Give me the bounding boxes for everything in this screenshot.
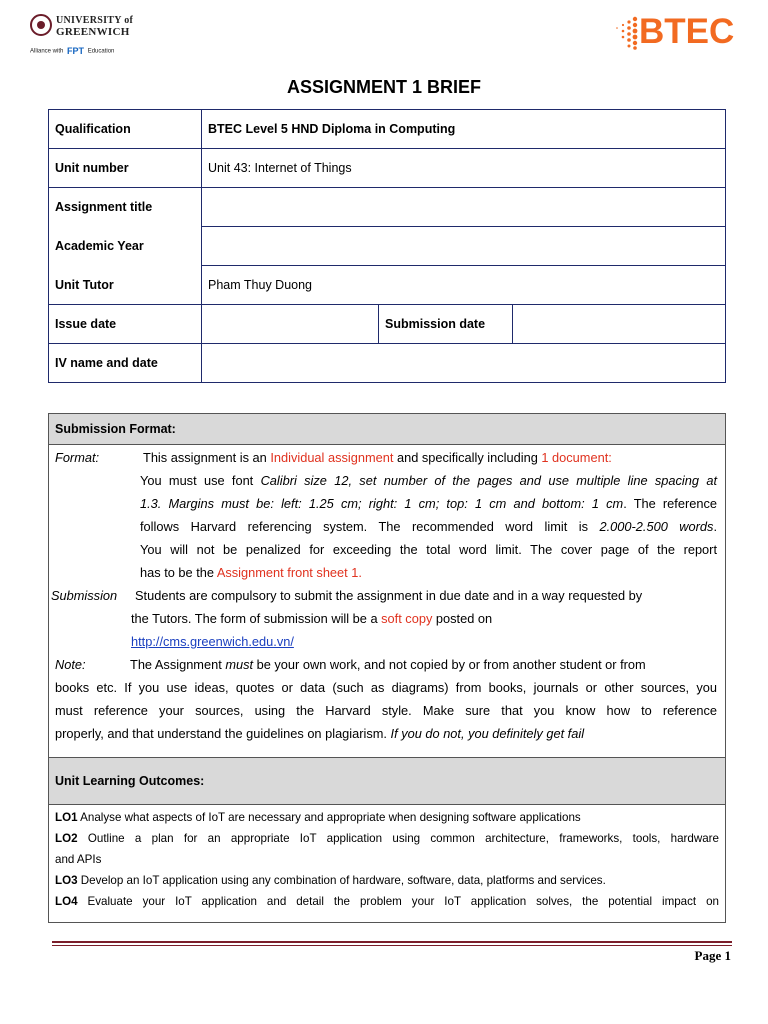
unit-number-label: Unit number (49, 149, 202, 188)
submission-format-heading: Submission Format: (49, 414, 725, 445)
greenwich-crest-icon (30, 14, 52, 36)
footer-rule-thick (52, 941, 732, 943)
one-document-highlight: 1 document: (541, 450, 612, 465)
lo3-item: LO3 Develop an IoT application using any combination of hardware, software, data, platforms and services. (55, 874, 606, 887)
format-line5: You will not be penalized for exceeding the total word limit. The cover page of the report (140, 542, 717, 557)
note-line3: must reference your sources, using the Harvard style. Make sure that you know how to reference (55, 703, 717, 718)
submission-format-body (49, 445, 725, 757)
soft-copy-highlight: soft copy (381, 611, 433, 626)
row-assignment-title (49, 188, 726, 227)
lo1-item: LO1 Analyse what aspects of IoT are necessary and appropriate when designing software applications (55, 811, 581, 824)
format-line2: You must use font Calibri size 12, set number of the pages and use multiple line spacing at (140, 473, 717, 488)
unit-tutor-value: Pham Thuy Duong (202, 266, 726, 305)
submission-line1: Students are compulsory to submit the assignment in due date and in a way requested by (135, 588, 643, 603)
note-label: Note: (55, 657, 86, 672)
row-academic-year (49, 227, 726, 266)
unit-number-value: Unit 43: Internet of Things (202, 149, 726, 188)
btec-logo (613, 14, 748, 54)
alliance-text (30, 46, 114, 56)
note-line2: books etc. If you use ideas, quotes or data (such as diagrams) from books, journals or other sources, you (55, 680, 717, 695)
issue-date-label: Issue date (49, 305, 202, 344)
assignment-title-value[interactable] (202, 188, 726, 227)
format-line6: has to be the Assignment front sheet 1. (140, 565, 362, 580)
iv-name-date-value[interactable] (202, 344, 726, 383)
qualification-label: Qualification (49, 110, 202, 149)
lo4-item: LO4 Evaluate your IoT application and detail the problem your IoT application solves, the potential impact on (55, 895, 719, 908)
qualification-value: BTEC Level 5 HND Diploma in Computing (202, 110, 726, 149)
lo2-item-continued: and APIs (55, 853, 102, 866)
format-line3: 1.3. Margins must be: left: 1.25 cm; right: 1 cm; top: 1 cm and bottom: 1 cm. The reference (140, 496, 717, 511)
iv-name-date-label: IV name and date (49, 344, 202, 383)
individual-assignment-highlight: Individual assignment (270, 450, 394, 465)
academic-year-label: Academic Year (49, 227, 202, 266)
unit-tutor-label: Unit Tutor (49, 266, 202, 305)
assignment-details-box (48, 413, 726, 923)
cms-link[interactable]: http://cms.greenwich.edu.vn/ (131, 634, 294, 649)
page-title: ASSIGNMENT 1 BRIEF (286, 77, 482, 97)
row-iv (49, 344, 726, 383)
academic-year-value[interactable] (202, 227, 726, 266)
btec-wordmark: BTEC (639, 12, 735, 51)
row-unit-number (49, 149, 726, 188)
footer-rule-thin (52, 945, 732, 946)
logo-text-line2: GREENWICH (56, 26, 130, 38)
submission-date-value[interactable] (513, 305, 726, 344)
alliance-suffix: Education (87, 48, 115, 55)
note-line4: properly, and that understand the guidelines on plagiarism. If you do not, you definitely get fail (55, 726, 585, 741)
page-header (0, 0, 768, 70)
row-unit-tutor (49, 266, 726, 305)
learning-outcomes-heading: Unit Learning Outcomes: (49, 757, 725, 805)
lo2-item: LO2 Outline a plan for an appropriate IoT application using common architecture, frameworks, tools, hardware (55, 832, 719, 845)
assignment-info-table (48, 109, 726, 383)
alliance-prefix: Alliance with (30, 48, 64, 55)
format-label: Format: (55, 450, 100, 465)
format-line1: This assignment is an Individual assignment and specifically including 1 document: (143, 450, 612, 465)
university-of-greenwich-logo (30, 12, 140, 60)
front-sheet-highlight: Assignment front sheet 1. (216, 565, 362, 580)
row-qualification (49, 110, 726, 149)
fpt-logo-icon: FPT (67, 46, 85, 56)
page-number: Page 1 (694, 948, 731, 963)
format-line4: follows Harvard referencing system. The recommended word limit is 2.000-2.500 words. (140, 519, 717, 534)
note-line1: The Assignment must be your own work, and not copied by or from another student or from (130, 657, 646, 672)
submission-label: Submission (51, 588, 118, 603)
btec-dots-icon (613, 16, 639, 50)
submission-date-label: Submission date (379, 305, 513, 344)
issue-date-value[interactable] (202, 305, 379, 344)
row-dates (49, 305, 726, 344)
submission-line2: the Tutors. The form of submission will be a soft copy posted on (131, 611, 493, 626)
assignment-title-label: Assignment title (49, 188, 202, 227)
learning-outcomes-list (49, 805, 725, 912)
logo-text-line1: UNIVERSITY of (56, 15, 134, 26)
